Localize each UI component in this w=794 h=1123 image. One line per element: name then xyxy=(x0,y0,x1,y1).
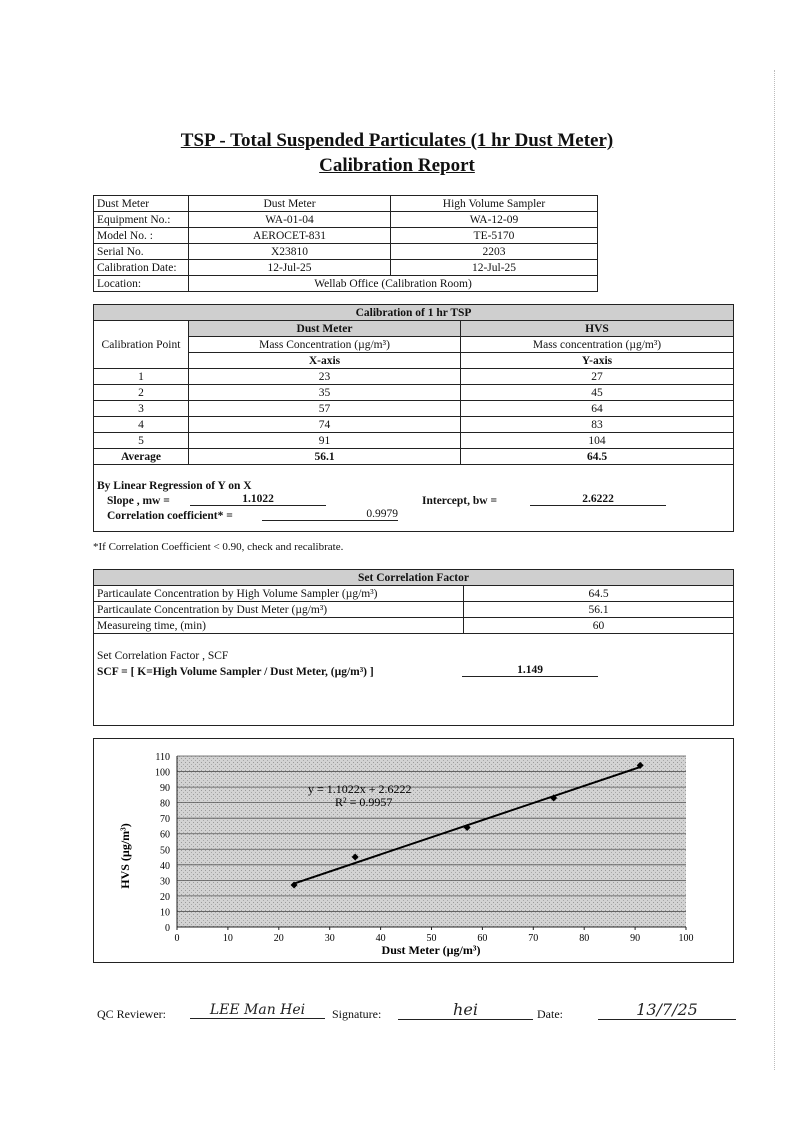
table-cell: 3 xyxy=(94,401,189,417)
y-tick-label: 70 xyxy=(160,814,170,826)
table-cell: 2 xyxy=(94,385,189,401)
y-axis-label: HVS (µg/m³) xyxy=(118,823,132,889)
x-tick-label: 20 xyxy=(273,933,284,944)
table-cell: Model No. : xyxy=(94,228,189,244)
y-tick-label: 20 xyxy=(160,891,170,903)
intercept-label: Intercept, bw = xyxy=(422,495,498,507)
correlation-value: 0.9979 xyxy=(262,508,398,521)
table-cell: Particaulate Concentration by Dust Meter (µg/m³) xyxy=(94,602,464,618)
r-squared: R² = 0.9957 xyxy=(335,795,393,809)
table-cell: Mass concentration (µg/m³) xyxy=(461,337,734,353)
x-tick-label: 0 xyxy=(174,933,180,944)
x-tick-label: 70 xyxy=(528,933,539,944)
table-cell: 56.1 xyxy=(464,602,734,618)
table-row xyxy=(94,337,734,353)
table-row xyxy=(94,369,734,385)
table-cell: 27 xyxy=(461,369,734,385)
table-row xyxy=(94,586,734,602)
table-row xyxy=(94,305,734,321)
table-cell: 57 xyxy=(189,401,461,417)
table-row xyxy=(94,353,734,369)
table-cell: 60 xyxy=(464,618,734,634)
table-cell: 45 xyxy=(461,385,734,401)
table-cell: X-axis xyxy=(189,353,461,369)
calibration-chart xyxy=(93,738,734,963)
table-cell: Serial No. xyxy=(94,244,189,260)
table-cell: 64.5 xyxy=(461,449,734,465)
x-tick-label: 60 xyxy=(477,933,488,944)
table-cell: Particaulate Concentration by High Volume Sampler (µg/m³) xyxy=(94,586,464,602)
scf-title: Set Correlation Factor , SCF xyxy=(97,650,229,662)
table-row xyxy=(94,417,734,433)
table-cell: 74 xyxy=(189,417,461,433)
table-cell: 2203 xyxy=(391,244,598,260)
x-tick-label: 30 xyxy=(324,933,335,944)
table-cell: 23 xyxy=(189,369,461,385)
section-header: Set Correlation Factor xyxy=(94,570,734,586)
table-cell: 5 xyxy=(94,433,189,449)
table-row xyxy=(94,433,734,449)
table-cell: 4 xyxy=(94,417,189,433)
y-tick-label: 100 xyxy=(155,767,170,779)
section-header: Calibration of 1 hr TSP xyxy=(94,305,734,321)
x-tick-label: 90 xyxy=(630,933,641,944)
table-row xyxy=(94,570,734,586)
table-row xyxy=(94,212,598,228)
report-subtitle: Calibration Report xyxy=(319,155,475,176)
table-cell: Y-axis xyxy=(461,353,734,369)
table-cell: 35 xyxy=(189,385,461,401)
table-row xyxy=(94,449,734,465)
calibration-table xyxy=(93,304,734,465)
footnote: *If Correlation Coefficient < 0.90, check and recalibrate. xyxy=(93,541,344,553)
table-cell: 91 xyxy=(189,433,461,449)
table-row xyxy=(94,276,598,292)
signature: hei xyxy=(398,1000,533,1020)
x-tick-label: 10 xyxy=(222,933,233,944)
table-row xyxy=(94,385,734,401)
table-cell: HVS xyxy=(461,321,734,337)
table-cell: Dust Meter xyxy=(94,196,189,212)
table-cell: X23810 xyxy=(189,244,391,260)
slope-value: 1.1022 xyxy=(190,493,326,506)
table-cell: Calibration Date: xyxy=(94,260,189,276)
scf-table xyxy=(93,569,734,634)
table-cell: AEROCET-831 xyxy=(189,228,391,244)
signature-label: Signature: xyxy=(332,1007,382,1021)
table-row xyxy=(94,196,598,212)
table-cell: 12-Jul-25 xyxy=(189,260,391,276)
slope-label: Slope , mw = xyxy=(107,495,170,507)
scf-value: 1.149 xyxy=(462,664,598,677)
x-axis-label: Dust Meter (µg/m³) xyxy=(381,943,481,957)
scan-edge-line xyxy=(774,70,776,1070)
table-row xyxy=(94,321,734,337)
table-cell: TE-5170 xyxy=(391,228,598,244)
table-row xyxy=(94,618,734,634)
date-value: 13/7/25 xyxy=(598,1000,736,1020)
table-cell: Equipment No.: xyxy=(94,212,189,228)
plot-area xyxy=(177,756,686,927)
trend-equation: y = 1.1022x + 2.6222 xyxy=(308,782,412,796)
y-tick-label: 0 xyxy=(165,923,170,934)
y-tick-label: 50 xyxy=(160,845,170,857)
table-cell: 104 xyxy=(461,433,734,449)
table-cell: Calibration Point xyxy=(94,321,189,369)
reviewer-label: QC Reviewer: xyxy=(97,1007,166,1021)
y-tick-label: 40 xyxy=(160,860,170,872)
table-cell: 64.5 xyxy=(464,586,734,602)
x-tick-label: 80 xyxy=(579,933,590,944)
y-tick-label: 60 xyxy=(160,829,170,841)
table-row xyxy=(94,244,598,260)
table-cell: 83 xyxy=(461,417,734,433)
table-row xyxy=(94,602,734,618)
table-row xyxy=(94,228,598,244)
table-cell: Location: xyxy=(94,276,189,292)
table-cell: Dust Meter xyxy=(189,196,391,212)
correlation-label: Correlation coefficient* = xyxy=(107,510,233,522)
date-label: Date: xyxy=(537,1007,563,1021)
table-cell: Mass Concentration (µg/m³) xyxy=(189,337,461,353)
scf-formula: SCF = [ K=High Volume Sampler / Dust Meter, (µg/m³) ] xyxy=(97,666,374,678)
table-cell: 64 xyxy=(461,401,734,417)
table-row xyxy=(94,401,734,417)
y-tick-label: 80 xyxy=(160,798,170,810)
x-tick-label: 40 xyxy=(375,933,386,944)
table-cell: WA-01-04 xyxy=(189,212,391,228)
y-tick-label: 90 xyxy=(160,783,170,795)
table-cell: Wellab Office (Calibration Room) xyxy=(189,276,598,292)
table-row xyxy=(94,260,598,276)
table-cell: 56.1 xyxy=(189,449,461,465)
table-cell: Dust Meter xyxy=(189,321,461,337)
table-cell: 1 xyxy=(94,369,189,385)
regression-title: By Linear Regression of Y on X xyxy=(97,480,252,492)
x-tick-label: 50 xyxy=(426,933,437,944)
y-tick-label: 10 xyxy=(160,907,170,919)
report-title: TSP - Total Suspended Particulates (1 hr Dust Meter) xyxy=(180,130,614,151)
equipment-table xyxy=(93,195,598,292)
table-cell: Average xyxy=(94,449,189,465)
table-cell: WA-12-09 xyxy=(391,212,598,228)
y-tick-label: 30 xyxy=(160,876,170,888)
x-tick-label: 100 xyxy=(678,933,694,944)
table-cell: Measureing time, (min) xyxy=(94,618,464,634)
table-cell: 12-Jul-25 xyxy=(391,260,598,276)
y-tick-label: 110 xyxy=(155,752,170,763)
reviewer-name: LEE Man Hei xyxy=(190,1002,325,1019)
table-cell: High Volume Sampler xyxy=(391,196,598,212)
intercept-value: 2.6222 xyxy=(530,493,666,506)
